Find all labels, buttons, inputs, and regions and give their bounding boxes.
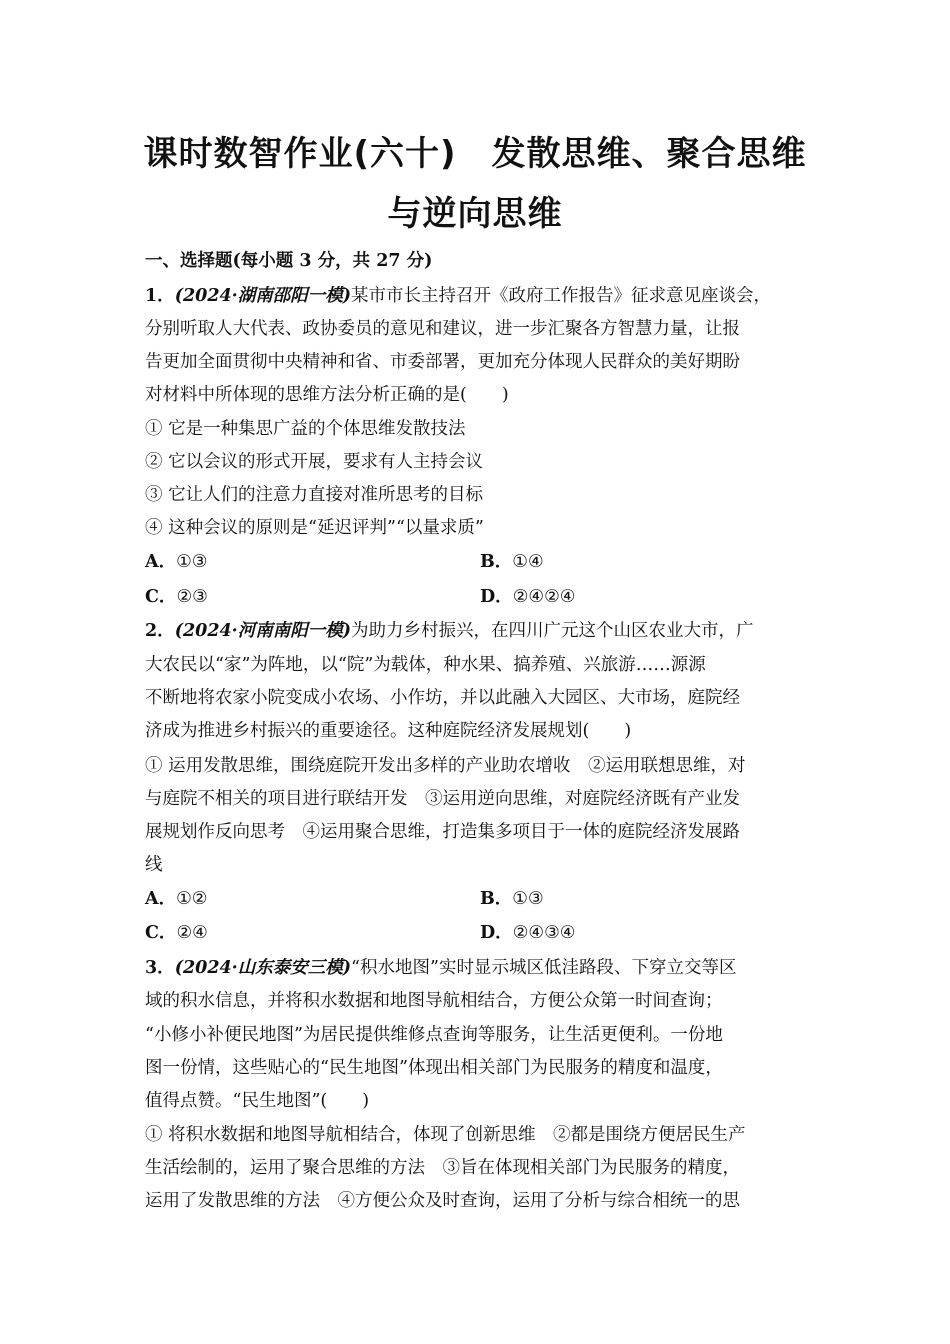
- question-item: 展规划作反向思考 ④运用聚合思维，打造集多项目于一体的庭院经济发展路: [145, 822, 740, 842]
- question-item: ③ 它让人们的注意力直接对准所思考的目标: [145, 485, 484, 505]
- section-heading: 一、选择题(每小题 3 分，共 27 分): [145, 251, 433, 271]
- option-c: C．②③: [145, 587, 208, 607]
- option-a: A．①②: [145, 889, 208, 909]
- option-b: B．①④: [480, 552, 544, 572]
- question-item: ① 将积水数据和地图导航相结合，体现了创新思维 ②都是围绕方便居民生产: [145, 1125, 746, 1145]
- question-item: 运用了发散思维的方法 ④方便公众及时查询，运用了分析与综合相统一的思: [145, 1191, 740, 1211]
- question-stem-line: “小修小补便民地图”为居民提供维修点查询等服务，让生活更便利。一份地: [145, 1025, 723, 1045]
- question-stem-line: 分别听取人大代表、政协委员的意见和建议，进一步汇聚各方智慧力量，让报: [145, 319, 740, 339]
- option-c: C．②④: [145, 923, 208, 943]
- question-source: (2024·河南南阳一模): [174, 621, 352, 641]
- question-item: ① 它是一种集思广益的个体思维发散技法: [145, 419, 466, 439]
- question-stem-line: 图一份情，这些贴心的“民生地图”体现出相关部门为民服务的精度和温度，: [145, 1058, 723, 1078]
- question-number: 3．: [145, 958, 175, 978]
- question-stem-line: “积水地图”实时显示城区低洼路段、下穿立交等区: [351, 958, 737, 978]
- question-stem-line: 域的积水信息，并将积水数据和地图导航相结合，方便公众第一时间查询；: [145, 991, 723, 1011]
- question-item: ④ 这种会议的原则是“延迟评判”“以量求质”: [145, 518, 484, 538]
- question-item: 生活绘制的，运用了聚合思维的方法 ③旨在体现相关部门为民服务的精度，: [145, 1158, 740, 1178]
- question-2-first-line: [145, 620, 754, 642]
- question-item: ① 运用发散思维，围绕庭院开发出多样的产业助农增收 ②运用联想思维，对: [145, 756, 746, 776]
- option-b: B．①③: [480, 889, 544, 909]
- question-number: 1．: [145, 286, 175, 306]
- question-1-first-line: [145, 285, 771, 307]
- question-source: (2024·山东泰安三模): [174, 958, 352, 978]
- option-a: A．①③: [145, 552, 208, 572]
- question-stem-line: 告更加全面贯彻中央精神和省、市委部署，更加充分体现人民群众的美好期盼: [145, 352, 740, 372]
- question-stem-line: 某市市长主持召开《政府工作报告》征求意见座谈会，: [351, 286, 772, 306]
- question-source: (2024·湖南邵阳一模): [174, 286, 352, 306]
- question-3-first-line: [145, 957, 736, 979]
- question-stem-line: 不断地将农家小院变成小农场、小作坊，并以此融入大园区、大市场，庭院经: [145, 688, 740, 708]
- question-stem-line: 对材料中所体现的思维方法分析正确的是( ): [145, 385, 509, 405]
- question-item: 与庭院不相关的项目进行联结开发 ③运用逆向思维，对庭院经济既有产业发: [145, 789, 740, 809]
- question-number: 2．: [145, 621, 175, 641]
- page-title-line-2: 与逆向思维: [387, 194, 563, 234]
- question-stem-line: 大农民以“家”为阵地，以“院”为载体，种水果、搞养殖、兴旅游……源源: [145, 655, 706, 675]
- question-stem-line: 为助力乡村振兴，在四川广元这个山区农业大市，广: [351, 621, 754, 641]
- option-d: D．②④②④: [480, 587, 576, 607]
- page-title-line-1: 课时数智作业(六十) 发散思维、聚合思维: [143, 134, 807, 174]
- question-item: ② 它以会议的形式开展，要求有人主持会议: [145, 452, 484, 472]
- question-item: 线: [145, 855, 163, 875]
- question-stem-line: 值得点赞。“民生地图”( ): [145, 1091, 370, 1111]
- option-d: D．②④③④: [480, 923, 576, 943]
- question-stem-line: 济成为推进乡村振兴的重要途径。这种庭院经济发展规划( ): [145, 721, 632, 741]
